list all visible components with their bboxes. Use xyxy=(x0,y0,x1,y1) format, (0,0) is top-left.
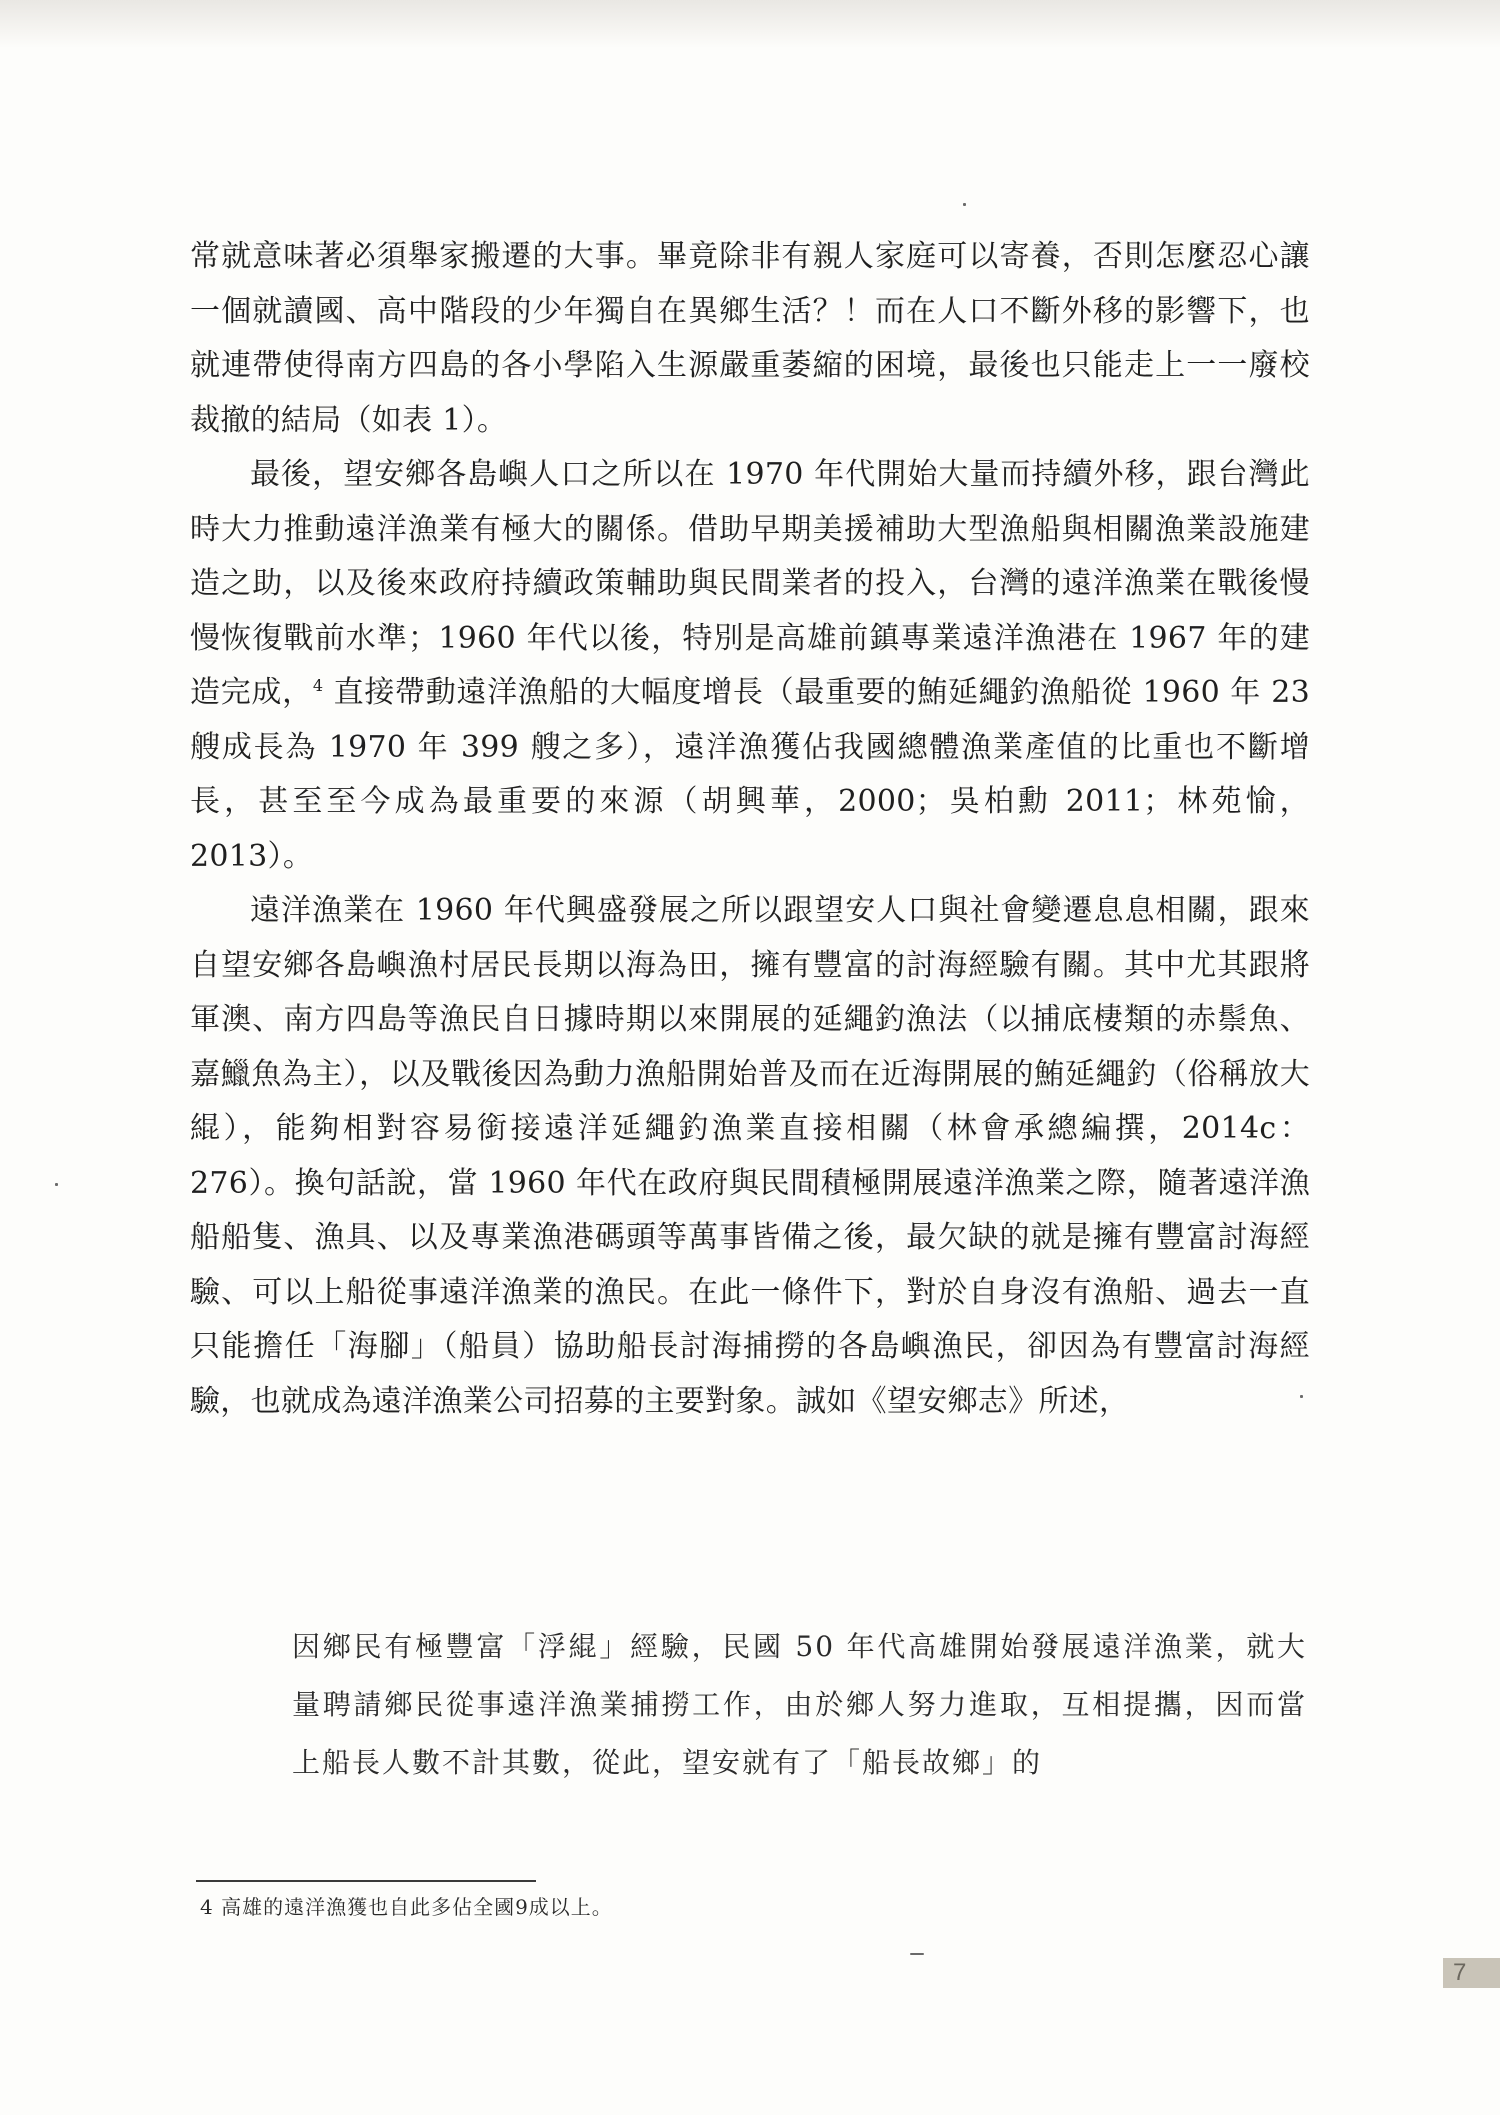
page-number: 7 xyxy=(1453,1959,1467,1986)
scan-speck xyxy=(1300,1395,1303,1398)
scan-speck xyxy=(963,203,966,206)
main-text xyxy=(190,230,1310,1429)
paragraph-2-part-a: 最後，望安鄉各島嶼人口之所以在 1970 年代開始大量而持續外移，跟台灣此時大力推動遠洋漁業有極大的關係。借助早期美援補助大型漁船與相關漁業設施建造之助，以及後來政府持續政策輔助與民間業者的投入，台灣的遠洋漁業在戰後慢慢恢復戰前水準；1960 年代以後，特別是高雄前鎮專業遠洋漁港在 1967 年的建造完成， xyxy=(190,457,1310,710)
paragraph-2-part-b: 直接帶動遠洋漁船的大幅度增長（最重要的鮪延繩釣漁船從 1960 年 23 艘成長為 1970 年 399 艘之多），遠洋漁獲佔我國總體漁業產值的比重也不斷增長，甚至至今成為最重要的來源（胡興華，2000；吳柏勳 2011；林苑愉，2013）。 xyxy=(190,675,1311,874)
paragraph-2 xyxy=(190,448,1310,884)
page-number-tab xyxy=(1443,1958,1500,1988)
scan-speck xyxy=(910,1953,924,1955)
paragraph-1: 常就意味著必須舉家搬遷的大事。畢竟除非有親人家庭可以寄養，否則怎麼忍心讓一個就讀國、高中階段的少年獨自在異鄉生活？！而在人口不斷外移的影響下，也就連帶使得南方四島的各小學陷入生源嚴重萎縮的困境，最後也只能走上一一廢校裁撤的結局（如表 1）。 xyxy=(190,239,1310,438)
paragraph-3: 遠洋漁業在 1960 年代興盛發展之所以跟望安人口與社會變遷息息相關，跟來自望安鄉各島嶼漁村居民長期以海為田，擁有豐富的討海經驗有關。其中尤其跟將軍澳、南方四島等漁民自日據時期以來開展的延繩釣漁法（以捕底棲類的赤鬃魚、嘉鱲魚為主），以及戰後因為動力漁船開始普及而在近海開展的鮪延繩釣（俗稱放大緄），能夠相對容易銜接遠洋延繩釣漁業直接相關（林會承總編撰，2014c：276）。換句話說，當 1960 年代在政府與民間積極開展遠洋漁業之際，隨著遠洋漁船船隻、漁具、以及專業漁港碼頭等萬事皆備之後，最欠缺的就是擁有豐富討海經驗、可以上船從事遠洋漁業的漁民。在此一條件下，對於自身沒有漁船、過去一直只能擔任「海腳」（船員）協助船長討海捕撈的各島嶼漁民，卻因為有豐富討海經驗，也就成為遠洋漁業公司招募的主要對象。誠如《望安鄉志》所述， xyxy=(190,893,1310,1419)
scan-top-edge xyxy=(0,0,1500,48)
footnote-separator xyxy=(196,1880,536,1882)
footnote-4: 4 高雄的遠洋漁獲也自此多佔全國9成以上。 xyxy=(200,1895,613,1919)
scan-speck xyxy=(55,1183,58,1186)
footnote-ref-4[interactable]: 4 xyxy=(312,676,324,695)
block-quote: 因鄉民有極豐富「浮緄」經驗，民國 50 年代高雄開始發展遠洋漁業，就大量聘請鄉民從事遠洋漁業捕撈工作，由於鄉人努力進取，互相提攜，因而當上船長人數不計其數，從此，望安就有了「船長故鄉」的 xyxy=(292,1630,1307,1779)
